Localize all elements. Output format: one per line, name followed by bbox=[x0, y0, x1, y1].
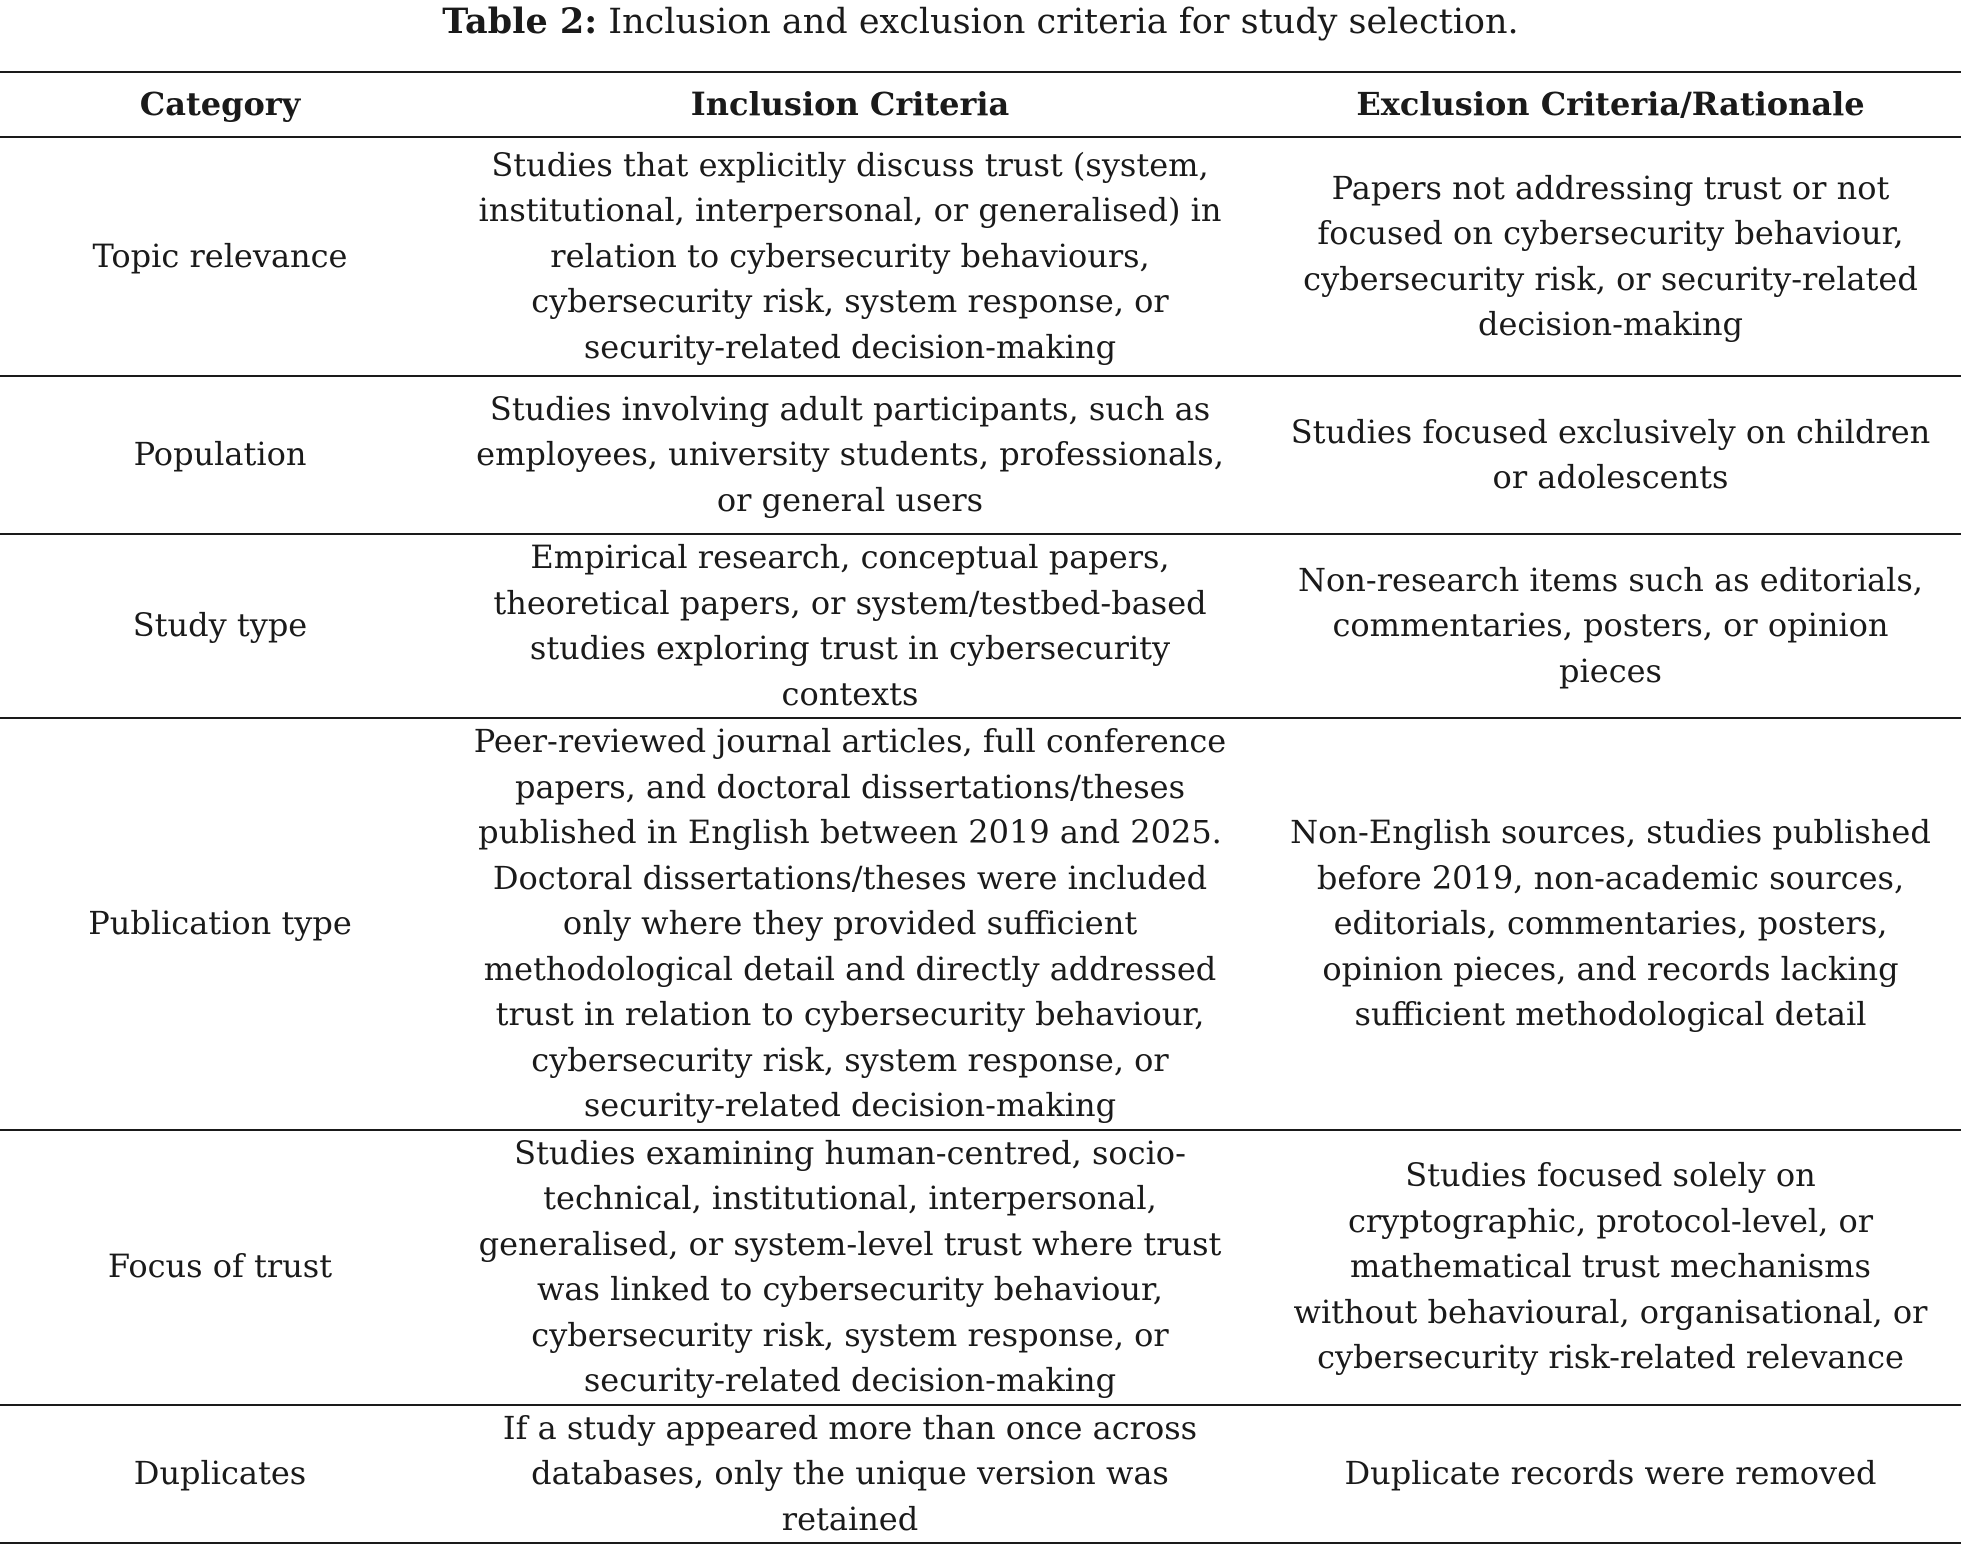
column-header-exclusion: Exclusion Criteria/Rationale bbox=[1260, 72, 1961, 137]
inclusion-cell: If a study appeared more than once across databases, only the unique version was retained bbox=[440, 1405, 1260, 1544]
category-cell: Publication type bbox=[0, 718, 440, 1130]
table-caption bbox=[0, 0, 1961, 52]
column-header-inclusion: Inclusion Criteria bbox=[440, 72, 1260, 137]
exclusion-cell: Papers not addressing trust or not focused on cybersecurity behaviour, cybersecurity risk, or security-related decision-making bbox=[1260, 137, 1961, 376]
inclusion-cell: Empirical research, conceptual papers, theoretical papers, or system/testbed-based studies exploring trust in cybersecurity contexts bbox=[440, 534, 1260, 718]
category-cell: Duplicates bbox=[0, 1405, 440, 1544]
table-row bbox=[0, 718, 1961, 1130]
table-row bbox=[0, 1405, 1961, 1544]
table-row bbox=[0, 137, 1961, 376]
table-row bbox=[0, 376, 1961, 534]
exclusion-cell: Non-English sources, studies published before 2019, non-academic sources, editorials, commentaries, posters, opinion pieces, and records lacking sufficient methodological detail bbox=[1260, 718, 1961, 1130]
exclusion-cell: Studies focused exclusively on children or adolescents bbox=[1260, 376, 1961, 534]
inclusion-cell: Studies that explicitly discuss trust (system, institutional, interpersonal, or generalised) in relation to cybersecurity behaviours, cybersecurity risk, system response, or security-related decision-making bbox=[440, 137, 1260, 376]
exclusion-cell: Non-research items such as editorials, commentaries, posters, or opinion pieces bbox=[1260, 534, 1961, 718]
table-caption-label: Table 2: bbox=[442, 1, 598, 42]
table-row bbox=[0, 1130, 1961, 1405]
category-cell: Population bbox=[0, 376, 440, 534]
criteria-table bbox=[0, 71, 1961, 1544]
exclusion-cell: Studies focused solely on cryptographic, protocol-level, or mathematical trust mechanisms without behavioural, organisational, or cybersecurity risk-related relevance bbox=[1260, 1130, 1961, 1405]
exclusion-cell: Duplicate records were removed bbox=[1260, 1405, 1961, 1544]
category-cell: Topic relevance bbox=[0, 137, 440, 376]
column-header-category: Category bbox=[0, 72, 440, 137]
table-header-row bbox=[0, 72, 1961, 137]
table-row bbox=[0, 534, 1961, 718]
inclusion-cell: Studies examining human-centred, socio-technical, institutional, interpersonal, generalised, or system-level trust where trust was linked to cybersecurity behaviour, cybersecurity risk, system response, or security-related decision-making bbox=[440, 1130, 1260, 1405]
table-caption-text: Inclusion and exclusion criteria for study selection. bbox=[597, 2, 1519, 42]
category-cell: Focus of trust bbox=[0, 1130, 440, 1405]
inclusion-cell: Studies involving adult participants, such as employees, university students, professionals, or general users bbox=[440, 376, 1260, 534]
category-cell: Study type bbox=[0, 534, 440, 718]
inclusion-cell: Peer-reviewed journal articles, full conference papers, and doctoral dissertations/theses published in English between 2019 and 2025. Doctoral dissertations/theses were included only where they provided sufficient methodological detail and directly addressed trust in relation to cybersecurity behaviour, cybersecurity risk, system response, or security-related decision-making bbox=[440, 718, 1260, 1130]
